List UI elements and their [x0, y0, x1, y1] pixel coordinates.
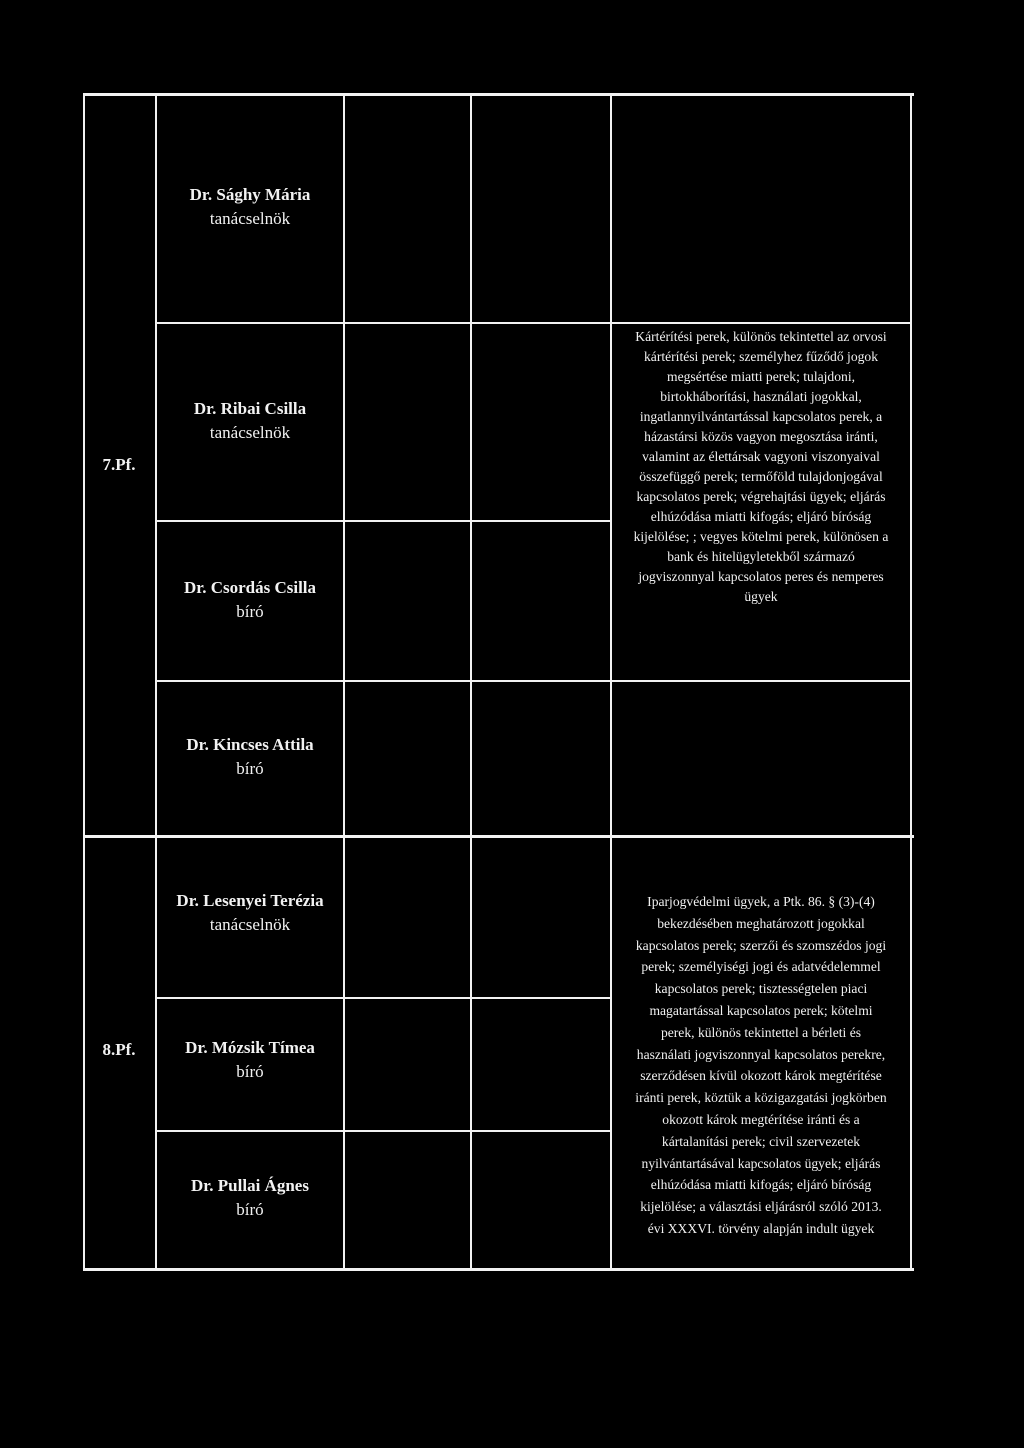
member-role: tanácselnök	[209, 209, 291, 228]
description-line: nyilvántartásával kapcsolatos ügyek; eljárás	[641, 1155, 881, 1171]
description-line: elhúzódása miatti kifogás; eljáró bíróság	[650, 509, 872, 524]
column-rule	[343, 93, 345, 1271]
description-line: bank és hitelügyletekből származó	[667, 549, 855, 564]
row-rule	[155, 322, 912, 324]
case-description	[612, 891, 910, 1240]
member-entry	[157, 733, 343, 781]
case-description	[612, 327, 910, 607]
description-line: kapcsolatos perek; tisztességtelen piaci	[654, 981, 868, 997]
member-name: Dr. Sághy Mária	[189, 185, 311, 204]
member-entry	[157, 183, 343, 231]
member-name: Dr. Kincses Attila	[186, 735, 314, 754]
member-entry	[157, 889, 343, 937]
description-line: ügyek	[744, 589, 778, 604]
member-role: tanácselnök	[209, 423, 291, 442]
section-code: 8.Pf.	[102, 1040, 136, 1059]
description-line: birtokháborítási, használati jogokkal,	[660, 389, 862, 404]
description-line: összefüggő perek; termőföld tulajdonjogával	[639, 469, 883, 484]
description-line: okozott károk megtérítése iránti és a	[662, 1111, 860, 1127]
section-rule	[83, 835, 914, 838]
description-line: magatartással kapcsolatos perek; kötelmi	[649, 1002, 873, 1018]
description-line: perek; személyiségi jogi és adatvédelemmel	[641, 959, 881, 975]
column-rule	[470, 93, 472, 1271]
description-line: Kártérítési perek, különös tekintettel az orvosi	[635, 329, 887, 344]
description-line: iránti perek, köztük a közigazgatási jogkörben	[635, 1090, 887, 1106]
member-role: bíró	[236, 1200, 264, 1219]
description-line: használati jogviszonnyal kapcsolatos perekre,	[636, 1046, 886, 1062]
description-line: ingatlannyilvántartással kapcsolatos perek, a	[639, 409, 883, 424]
member-role: tanácselnök	[209, 915, 291, 934]
description-line: elhúzódása miatti kifogás; eljáró bíróság	[650, 1177, 872, 1193]
description-line: megsértése miatti perek; tulajdoni,	[667, 369, 855, 384]
description-line: kártalanítási perek; civil szervezetek	[661, 1133, 861, 1149]
member-role: bíró	[236, 1062, 264, 1081]
member-name: Dr. Mózsik Tímea	[185, 1038, 315, 1057]
member-role: bíró	[236, 602, 264, 621]
description-line: kijelölése; ; vegyes kötelmi perek, különösen a	[633, 529, 889, 544]
description-line: valamint az élettársak vagyoni viszonyaival	[642, 449, 880, 464]
column-rule	[910, 93, 912, 1271]
description-line: Iparjogvédelmi ügyek, a Ptk. 86. § (3)-(4)	[647, 894, 875, 909]
row-rule	[155, 680, 912, 682]
member-role: bíró	[236, 759, 264, 778]
description-line: jogviszonnyal kapcsolatos peres és nemperes	[638, 569, 884, 584]
column-rule	[83, 93, 85, 1271]
description-line: évi XXXVI. törvény alapján indult ügyek	[647, 1220, 875, 1236]
table-top-rule	[83, 93, 914, 96]
member-name: Dr. Ribai Csilla	[193, 399, 307, 418]
description-line: szerződésen kívül okozott károk megtérítése	[640, 1068, 882, 1084]
column-rule	[155, 93, 157, 1271]
member-entry	[157, 1036, 343, 1084]
member-entry	[157, 576, 343, 624]
member-name: Dr. Lesenyei Terézia	[176, 891, 324, 910]
description-line: bekezdésében meghatározott jogokkal	[657, 915, 865, 931]
section-code: 7.Pf.	[102, 455, 136, 474]
member-name: Dr. Pullai Ágnes	[191, 1176, 309, 1195]
member-entry	[157, 1174, 343, 1222]
description-line: házastársi közös vagyon megosztása iránti,	[644, 429, 878, 444]
description-line: kártérítési perek; személyhez fűződő jogok	[643, 349, 879, 364]
member-name: Dr. Csordás Csilla	[183, 578, 317, 597]
row-rule	[155, 520, 610, 522]
row-rule	[155, 997, 610, 999]
table-bottom-rule	[83, 1268, 914, 1271]
row-rule	[155, 1130, 610, 1132]
description-line: kapcsolatos perek; szerzői és szomszédos jogi	[635, 937, 887, 953]
description-line: kijelölése; a választási eljárásról szóló 2013.	[640, 1199, 882, 1215]
description-line: perek, különös tekintettel a bérleti és	[660, 1024, 862, 1040]
description-line: kapcsolatos perek; végrehajtási ügyek; eljárás	[636, 489, 886, 504]
member-entry	[157, 397, 343, 445]
